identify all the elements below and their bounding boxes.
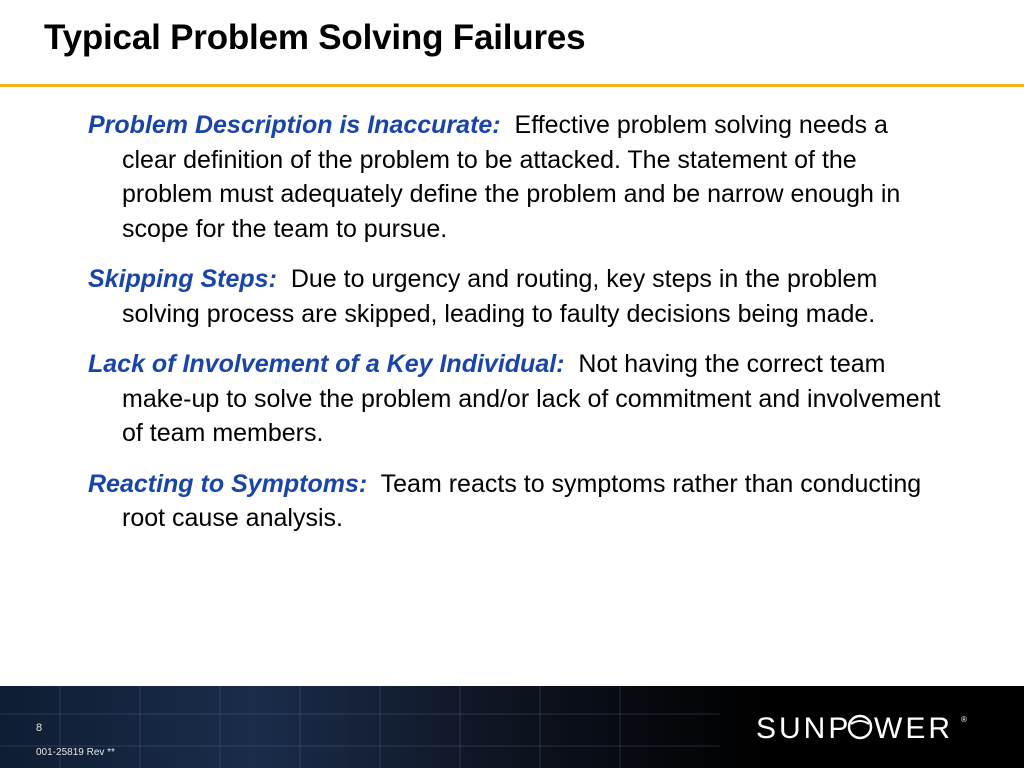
logo-text-left: SUNP	[756, 712, 852, 744]
item-text: Effective problem solving needs a clear definition of the problem to be attacked. The statement of the problem must adequately define the problem and be narrow enough in scope for the team to pursue.	[122, 111, 901, 243]
item-text: Team reacts to symptoms rather than conducting root cause analysis.	[122, 469, 922, 532]
list-item	[88, 347, 948, 451]
logo-text-right: WER	[874, 712, 953, 744]
page-number: 8	[36, 722, 43, 734]
item-lead: Lack of Involvement of a Key Individual:	[88, 350, 565, 378]
registered-mark: ®	[961, 715, 967, 724]
item-lead: Problem Description is Inaccurate:	[88, 111, 501, 139]
logo-o-ring	[849, 716, 871, 738]
list-item	[88, 108, 948, 246]
list-item	[88, 467, 948, 536]
item-text: Due to urgency and routing, key steps in the problem solving process are skipped, leading to faulty decisions being made.	[122, 265, 878, 328]
sunpower-logo	[756, 708, 986, 744]
slide-title: Typical Problem Solving Failures	[44, 18, 586, 57]
item-text: Not having the correct team make-up to solve the problem and/or lack of commitment and involvement of team members.	[122, 350, 941, 447]
bullet-list	[88, 108, 948, 552]
item-lead: Reacting to Symptoms:	[88, 469, 368, 498]
list-item	[88, 262, 948, 331]
title-divider	[0, 84, 1024, 87]
footer-bar	[0, 686, 1024, 768]
logo-o-arc	[851, 721, 869, 724]
item-lead: Skipping Steps:	[88, 265, 277, 293]
document-id: 001-25819 Rev **	[36, 747, 115, 758]
